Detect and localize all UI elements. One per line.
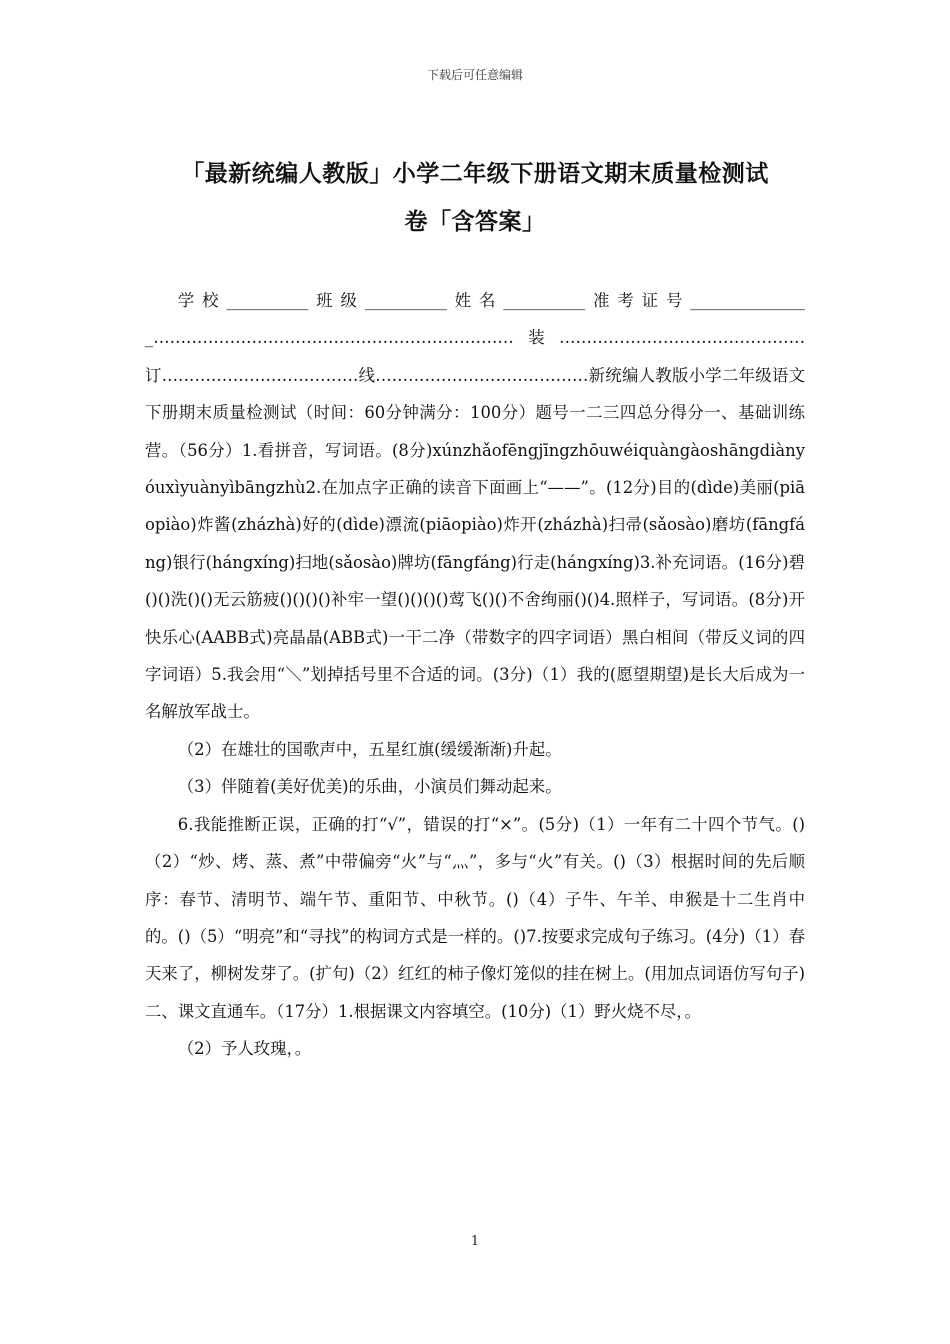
paragraph-2: （2）在雄壮的国歌声中，五星红旗(缓缓渐渐)升起。 [177,739,562,759]
paragraph-5: （2）予人玫瑰，。 [177,1039,312,1059]
document-title [145,150,805,246]
page-number: 1 [470,1234,480,1249]
document-body [145,282,805,1068]
paragraph-1: 学校__________班级__________姓名__________准考证号_______________…………………………………………………………装………………………………………订………………………………线…………………………………新统编人教版小学二年级语文下册期末质量检测试（时间：60分钟满分：100分）题号一二三四总分得分一、基础训练营。（56分）1.看拼音，写词语。(8分)xúnzhǎofēngjīngzhōuwéiquàngàoshāngdiànyóuxìyuànyìbāngzhù2.在加点字正确的读音下面画上“——”。(12分)目的(dìde)美丽(piāopiào)炸酱(zházhà)好的(dìde)漂流(piāopiào)炸开(zházhà)扫帚(sǎosào)磨坊(fāngfáng)银行(hángxíng)扫地(sǎosào)牌坊(fāngfáng)行走(hángxíng)3.补充词语。(16分)碧()()洗()()无云筋疲()()()()补牢一望()()()()莺飞()()不舍绚丽()()4.照样子，写词语。(8分)开快乐心(AABB式)亮晶晶(ABB式)一干二净（带数字的四字词语）黑白相间（带反义词的四字词语）5.我会用“＼”划掉括号里不合适的词。(3分)（1）我的(愿望期望)是长大后成为一名解放军战士。 [145,291,805,722]
paragraph-3: （3）伴随着(美好优美)的乐曲，小演员们舞动起来。 [177,777,562,797]
header-note: 下载后可任意编辑 [426,68,523,82]
paragraph-4: 6.我能推断正误，正确的打“√”，错误的打“×”。(5分)（1）一年有二十四个节气。()（2）“炒、烤、蒸、煮”中带偏旁“火”与“灬”，多与“火”有关。()（3）根据时间的先后顺序：春节、清明节、端午节、重阳节、中秋节。()（4）子牛、午羊、申猴是十二生肖中的。()（5）“明亮”和“寻找”的构词方式是一样的。()7.按要求完成句子练习。(4分)（1）春天来了，柳树发芽了。(扩句)（2）红红的柿子像灯笼似的挂在树上。(用加点词语仿写句子)二、课文直通车。（17分）1.根据课文内容填空。(10分)（1）野火烧不尽，。 [145,814,805,1021]
title-line-2: 卷「含答案」 [404,208,546,235]
title-line-1: 「最新统编人教版」小学二年级下册语文期末质量检测试 [181,160,769,187]
